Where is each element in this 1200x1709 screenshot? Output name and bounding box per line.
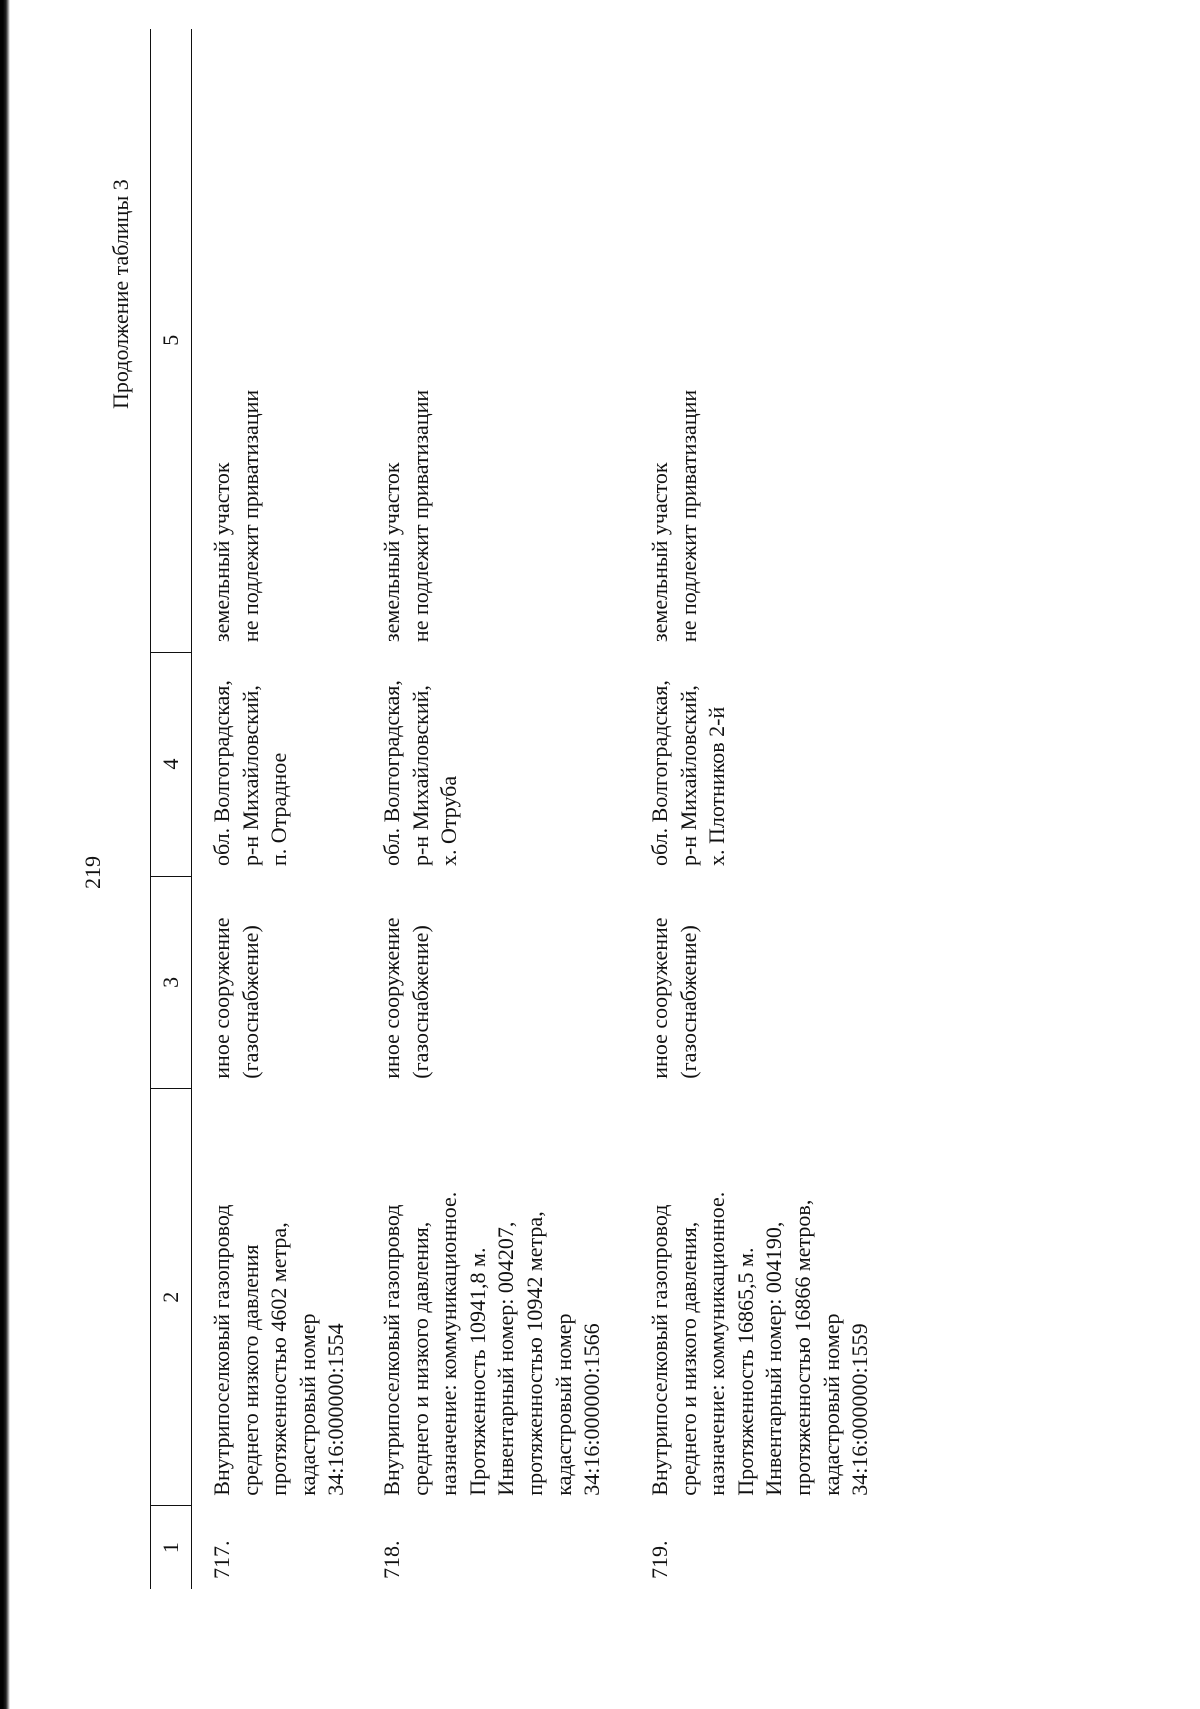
note-line: не подлежит приватизации: [237, 389, 263, 643]
object-description: [192, 1089, 379, 1506]
column-header-5: 5: [151, 29, 192, 652]
address-line: р-н Михайловский,: [237, 685, 263, 867]
column-header-2: 2: [151, 1089, 192, 1506]
object-type: [378, 876, 646, 1089]
description-line: Внутрипоселковый газопровод: [379, 1204, 404, 1496]
table-row: [192, 29, 379, 1589]
description-line: кадастровый номер: [550, 1313, 576, 1496]
description-line: среднего и низкого давления,: [407, 1221, 433, 1496]
table-row: [646, 29, 946, 1589]
type-line: иное сооружение: [209, 917, 234, 1079]
address-line: х. Плотников 2-й: [704, 706, 730, 867]
description-line: Внутрипоселковый газопровод: [647, 1204, 672, 1496]
type-line: (газоснабжение): [675, 925, 701, 1079]
object-address: [192, 652, 379, 876]
description-line: протяженностью 16866 метров,: [789, 1199, 815, 1496]
note-line: земельный участок: [379, 462, 404, 643]
note-line: не подлежит приватизации: [407, 389, 433, 643]
object-note: [192, 29, 379, 652]
note-line: земельный участок: [209, 462, 234, 643]
address-line: обл. Волгоградская,: [209, 680, 234, 867]
object-note: [646, 29, 946, 652]
address-line: п. Отрадное: [266, 752, 292, 867]
object-description: [378, 1089, 646, 1506]
address-line: р-н Михайловский,: [675, 685, 701, 867]
type-line: (газоснабжение): [407, 925, 433, 1079]
description-line: Внутрипоселковый газопровод: [209, 1204, 234, 1496]
address-line: х. Отруба: [436, 775, 462, 867]
row-number: 718.: [379, 1540, 404, 1579]
note-line: не подлежит приватизации: [675, 389, 701, 643]
column-number-row: [151, 29, 192, 1589]
description-line: Протяженность 16865,5 м.: [732, 1247, 758, 1496]
object-type: [192, 876, 379, 1089]
table-continuation-title: Продолжение таблицы 3: [108, 179, 133, 409]
description-line: среднего низкого давления: [237, 1244, 263, 1496]
object-type: [646, 876, 946, 1089]
note-line: земельный участок: [647, 462, 672, 643]
description-line: протяженностью 4602 метра,: [266, 1222, 292, 1496]
object-address: [378, 652, 646, 876]
type-line: (газоснабжение): [237, 925, 263, 1079]
page-number: 219: [80, 856, 105, 889]
description-line: Инвентарный номер: 004207,: [493, 1221, 519, 1496]
description-line: протяженностью 10942 метра,: [521, 1211, 547, 1496]
object-address: [646, 652, 946, 876]
column-header-3: 3: [151, 876, 192, 1089]
description-line: 34:16:000000:1554: [323, 1323, 349, 1496]
type-line: иное сооружение: [379, 917, 404, 1079]
description-line: 34:16:000000:1566: [579, 1323, 605, 1496]
object-description: [646, 1089, 946, 1506]
description-line: назначение: коммуникационное.: [436, 1191, 462, 1496]
object-note: [378, 29, 646, 652]
description-line: среднего и низкого давления,: [675, 1221, 701, 1496]
column-header-4: 4: [151, 652, 192, 876]
description-line: 34:16:000000:1559: [847, 1323, 873, 1496]
table-row: [378, 29, 646, 1589]
description-line: назначение: коммуникационное.: [704, 1191, 730, 1496]
description-line: Инвентарный номер: 004190,: [761, 1221, 787, 1496]
description-line: кадастровый номер: [818, 1313, 844, 1496]
column-header-1: 1: [151, 1506, 192, 1589]
description-line: кадастровый номер: [294, 1313, 320, 1496]
type-line: иное сооружение: [647, 917, 672, 1079]
address-line: р-н Михайловский,: [407, 685, 433, 867]
address-line: обл. Волгоградская,: [379, 680, 404, 867]
description-line: Протяженность 10941,8 м.: [464, 1247, 490, 1496]
property-table: [150, 29, 946, 1589]
row-number: 717.: [209, 1540, 234, 1579]
row-number: 719.: [647, 1540, 672, 1579]
address-line: обл. Волгоградская,: [647, 680, 672, 867]
